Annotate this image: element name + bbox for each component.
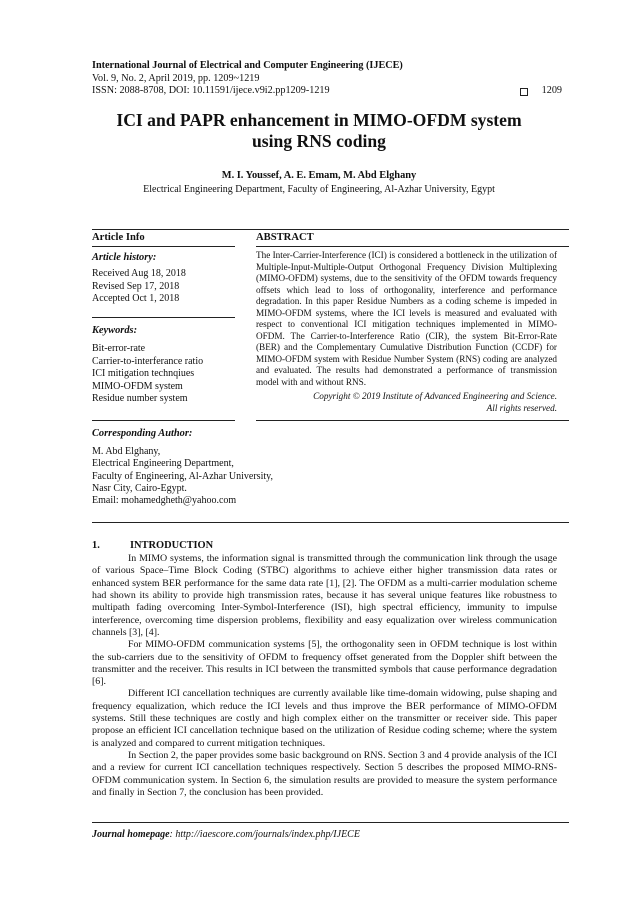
copyright <box>256 391 557 414</box>
history-accepted: Accepted Oct 1, 2018 <box>92 293 180 305</box>
corresp-dept: Electrical Engineering Department, <box>92 458 234 470</box>
abstract-heading: ABSTRACT <box>256 232 314 243</box>
article-history <box>92 268 186 306</box>
rule-corresp-below <box>92 522 569 523</box>
square-icon <box>520 88 528 96</box>
authors: M. I. Youssef, A. E. Emam, M. Abd Elghany <box>221 170 417 181</box>
paper-title <box>60 110 578 152</box>
rule-footer <box>92 822 569 823</box>
keyword: Carrier-to-interferance ratio <box>92 355 204 367</box>
corresp-name: M. Abd Elghany, <box>92 446 161 457</box>
homepage-label: Journal homepage <box>92 829 170 840</box>
journal-name: International Journal of Electrical and Computer Engineering (IJECE) <box>92 60 403 71</box>
corresp-faculty: Faculty of Engineering, Al-Azhar University, <box>92 470 273 482</box>
keyword: Residue number system <box>92 393 188 405</box>
rule-abstract-bottom <box>256 420 569 421</box>
journal-footer: Journal homepage: http://iaescore.com/journals/index.php/IJECE <box>92 829 360 840</box>
rule-info-under <box>92 246 235 247</box>
corresponding-author <box>92 446 273 507</box>
copyright-line-1: Copyright © 2019 Institute of Advanced Engineering and Science. <box>313 391 557 401</box>
rule-corresp-above <box>92 420 235 421</box>
corresponding-author-label: Corresponding Author: <box>92 428 193 439</box>
history-revised: Revised Sep 17, 2018 <box>92 280 180 292</box>
introduction-body <box>92 553 557 799</box>
article-history-label: Article history: <box>92 252 157 263</box>
abstract-text: The Inter-Carrier-Interference (ICI) is considered a bottleneck in the utilization of Multiple-Input-Multiple-Output Orthogonal Frequency Division Multiplexing (MIMO-OFDM) systems, due to the sensitivity of the OFDM towards frequency offsets which lead to loss of orthogonality, interference and performance degradation. In this paper Residue Numbers as a coding scheme is impeded in MIMO-OFDM systems, where the ICI levels is measured and evaluated with respect to conventional ICI mitigation techniques implemented in MIMO-OFDM. The Carrier-to-Interference Ratio (CIR), the system Bit-Error-Rate (BER) and the Complementary Cumulative Distribution Function (CCDF) for MIMO-OFDM system with Residue Number System (RNS) coding are analyzed and evaluated. The results had demonstrated a performance of transmission model with and without RNS. <box>256 250 557 387</box>
keyword: ICI mitigation technqiues <box>92 368 195 380</box>
paragraph: Different ICI cancellation techniques are currently available like time-domain widowing, pulse shaping and frequency equalization, which reduce the ICI levels and thus improve the BER performance of MIMO-OFDM systems. Still these techniques are costly and high complex either on the transmitter or receiver side. This paper propose an efficient ICI cancellation technique based on the utilization of Residue coding scheme; where the system is analyzed and compared to current mitigation techniques. <box>92 688 557 749</box>
corresp-city: Nasr City, Cairo-Egypt. <box>92 482 187 494</box>
homepage-link[interactable]: http://iaescore.com/journals/index.php/IJECE <box>175 829 360 840</box>
keyword: MIMO-OFDM system <box>92 380 183 392</box>
history-received: Received Aug 18, 2018 <box>92 268 186 279</box>
article-info-heading: Article Info <box>92 232 145 243</box>
title-line-1: ICI and PAPR enhancement in MIMO-OFDM system <box>116 110 522 130</box>
paragraph: In Section 2, the paper provides some basic background on RNS. Section 3 and 4 provide analysis of the ICI and a review for current ICI cancellation techniques respectively. Section 5 describes the proposed MIMO-RNS-OFDM communication system. In Section 6, the simulation results are provided to measure the system performance and finally in Section 7, the conclusion has been provided. <box>92 750 557 798</box>
rule-top-right <box>256 229 569 230</box>
affiliation: Electrical Engineering Department, Faculty of Engineering, Al-Azhar University, Egypt <box>143 184 495 195</box>
paragraph: For MIMO-OFDM communication systems [5], the orthogonality seen in OFDM technique is lost within the sub-carriers due to the sensitivity of OFDM to frequency offset generated from the Doppler shift between the transmitter and the receiver. This results in ICI between the transmitted symbols that cause performance degradation [6]. <box>92 639 557 688</box>
title-line-2: using RNS coding <box>252 131 386 151</box>
rule-keywords-above <box>92 317 235 318</box>
copyright-line-2: All rights reserved. <box>486 402 557 413</box>
keywords-label: Keywords: <box>92 325 138 336</box>
section-title: INTRODUCTION <box>130 540 214 551</box>
rule-abstract-under <box>256 246 569 247</box>
section-number: 1. <box>92 540 100 551</box>
page-number: 1209 <box>541 85 562 97</box>
keyword: Bit-error-rate <box>92 343 146 354</box>
journal-volume: Vol. 9, No. 2, April 2019, pp. 1209~1219 <box>92 72 260 84</box>
corresp-email: Email: mohamedgheth@yahoo.com <box>92 495 237 507</box>
journal-issn: ISSN: 2088-8708, DOI: 10.11591/ijece.v9i2.pp1209-1219 <box>92 85 330 97</box>
journal-header <box>92 60 562 98</box>
keywords-list <box>92 343 203 406</box>
section-heading <box>92 540 213 551</box>
paragraph: In MIMO systems, the information signal is transmitted through the communication link through the usage of various Space–Time Block Coding (STBC) algorithms to achieve either higher transmission data rates or enhanced system BER performance for the same data rate [1], [2]. The OFDM as a multi-carrier modulation scheme had shown its ability to provide high transmission rates, because it has several unique features like robustness to multipath fading overcoming Inter-Symbol-Interference (ISI), high spectral efficiency, immunity to impulse interference, overcoming time dispersion problems, flexibility and easy equalization over wireless communication channels [3], [4]. <box>92 553 557 638</box>
